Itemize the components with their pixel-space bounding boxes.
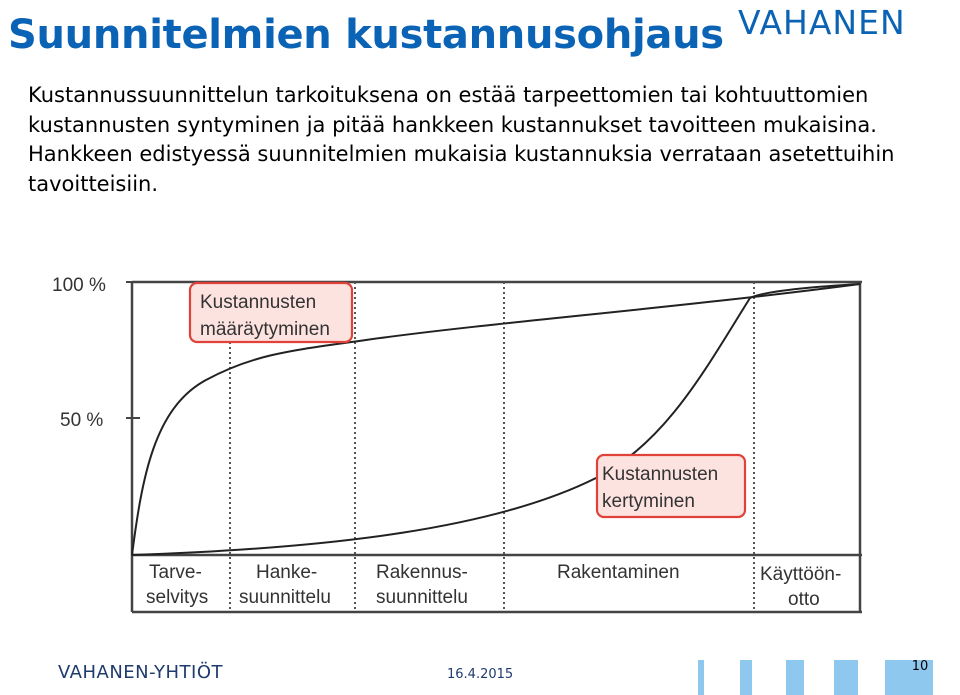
phase-3-line2: suunnittelu — [376, 587, 468, 608]
footer-stripe-3 — [786, 660, 804, 695]
callout-determination-line1: Kustannusten — [200, 292, 317, 313]
footer-stripe-2 — [740, 660, 752, 695]
vahanen-logo: VAHANEN — [738, 3, 906, 42]
phase-4-line1: Rakentaminen — [557, 562, 680, 583]
callout-accumulation-line1: Kustannusten — [602, 464, 719, 485]
footer-stripe-4 — [834, 660, 858, 695]
phase-1-line1: Tarve- — [149, 562, 202, 583]
callout-determination-line2: määräytyminen — [200, 319, 330, 340]
footer-brand: VAHANEN-YHTIÖT — [58, 662, 223, 683]
cost-diagram-svg — [36, 268, 872, 618]
phase-2-line2: suunnittelu — [239, 587, 331, 608]
footer-date: 16.4.2015 — [447, 667, 514, 682]
phase-5-line1: Käyttöön- — [760, 564, 842, 585]
footer-stripe-1 — [698, 660, 704, 695]
intro-paragraph: Kustannussuunnittelun tarkoituksena on estää tarpeettomien tai kohtuuttomien kustannusten syntyminen ja pitää hankkeen kustannukset tavoitteen mukaisina. Hankkeen edistyessä suunnitelmien mukaisia kustannuksia verrataan asetettuihin tavoitteisiin. — [28, 83, 895, 196]
y-label-50: 50 % — [60, 410, 104, 431]
page-number: 10 — [911, 659, 929, 674]
phase-2-line1: Hanke- — [256, 562, 318, 583]
callout-accumulation-line2: kertyminen — [602, 491, 695, 512]
cost-diagram — [36, 268, 872, 618]
y-label-100: 100 % — [52, 275, 106, 296]
phase-5-line2: otto — [788, 589, 820, 610]
page-title: Suunnitelmien kustannusohjaus — [8, 12, 724, 58]
phase-1-line2: selvitys — [146, 587, 209, 608]
phase-3-line1: Rakennus- — [376, 562, 468, 583]
